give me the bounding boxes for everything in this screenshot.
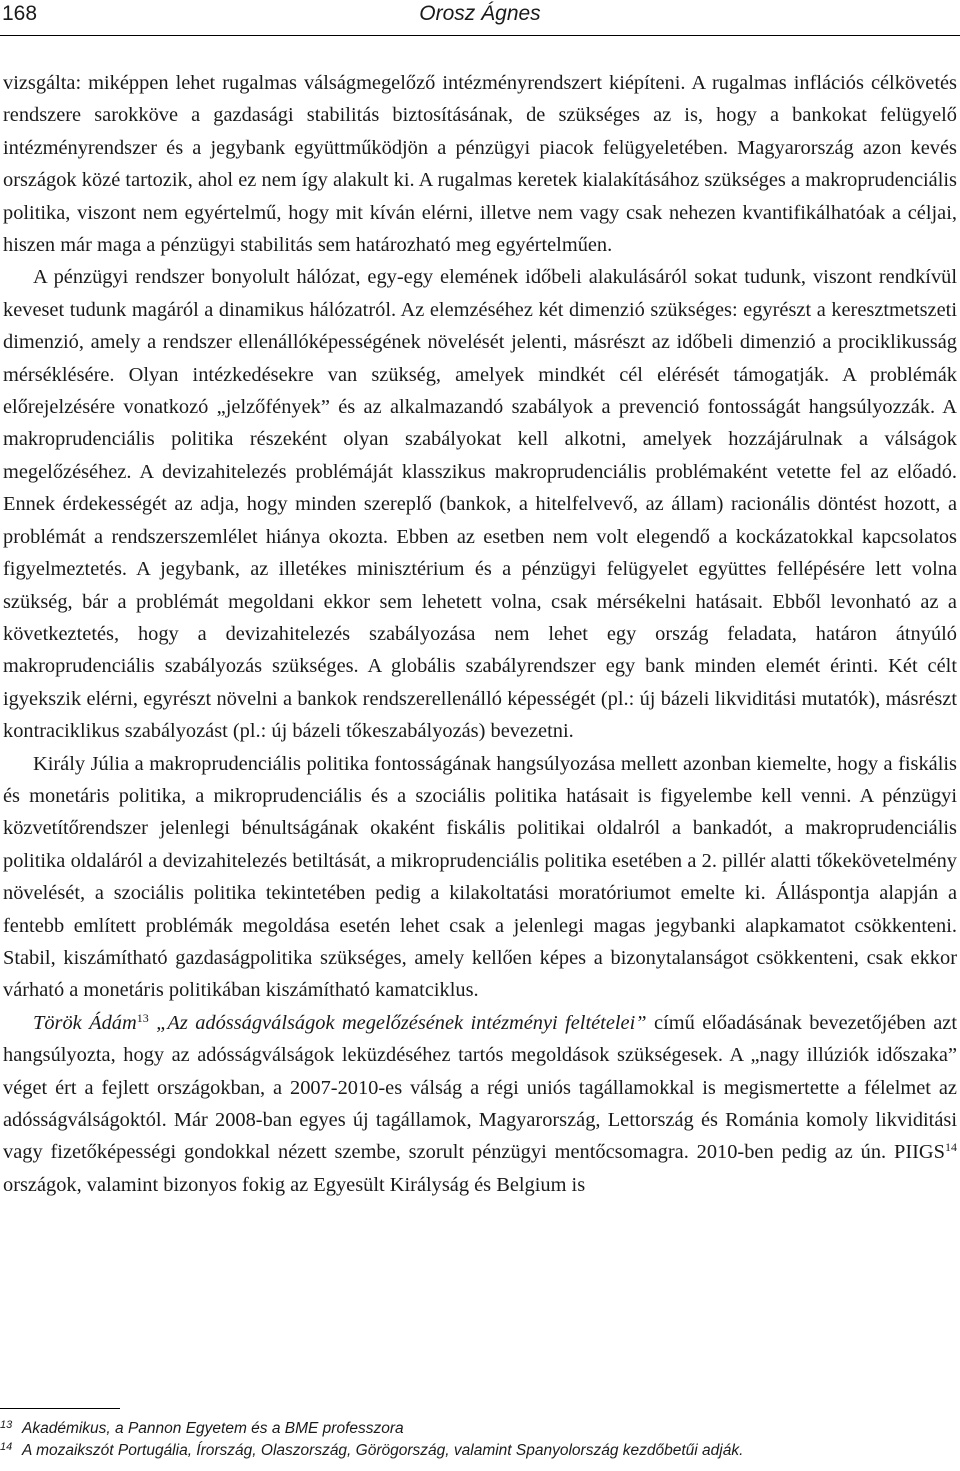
header-rule <box>0 35 960 36</box>
paragraph-3: Király Júlia a makroprudenciális politika fontosságának hangsúlyozása mellett azonban kiemelte, hogy a fiskális és monetáris politika, a mikroprudenciális és a szociális politika hatásait is figyelembe kell venni. A pénzügyi közvetítőrendszer jelenlegi bénultságának okaként fiskális politikai oldalról a bankadót, a makroprudenciális politika oldaláról a devizahitelezés betiltását, a mikroprudenciális politika esetében a 2. pillér alatti tőkekövetelmény növelését, a szociális politika tekintetében pedig a kilakoltatási moratóriumot emelte ki. Álláspontja alapján a fentebb említett problémák megoldása esetén lehet csak a jelenlegi magas jegybanki alapkamatot csökkenteni. Stabil, kiszámítható gazdaságpolitika szükséges, amely kellően képes a bizonytalanságot csökkenteni, csak ekkor várható a monetáris politikában kiszámítható kamatciklus. <box>3 752 957 1002</box>
footnote-text: A mozaikszót Portugália, Írország, Olaszország, Görögország, valamint Spanyolország kezdőbetűi adják. <box>22 1442 744 1459</box>
paragraph-4 <box>3 1007 957 1201</box>
footnote-number: 14 <box>0 1441 13 1453</box>
paragraph-2: A pénzügyi rendszer bonyolult hálózat, egy-egy elemének időbeli alakulásáról sokat tudunk, viszont rendkívül keveset tudunk magáról a dinamikus hálózatról. Az elemzéséhez két dimenzió szükséges: egyrészt a keresztmetszeti dimenzió, amely a rendszer ellenállóképességének növelését jelenti, másrészt az időbeli dimenzió a prociklikusság mérséklésére. Olyan intézkedésekre van szükség, amelyek mindkét cél elérését támogatják. A problémák előrejelzésére vonatkozó „jelzőfények” és az alkalmazandó szabályok a prevenció fontosságát hangsúlyozzák. A makroprudenciális politika részeként olyan szabályokat kell alkotni, amelyek hozzájárulnak a válságok megelőzéséhez. A devizahitelezés problémáját klasszikus makroprudenciális problémaként vetette fel az előadó. Ennek érdekességét az adja, hogy minden szereplő (bankok, a hitelfelvevő, az állam) racionális döntést hozott, a problémát a rendszerszemlélet hiánya okozta. Ebben az esetben nem volt elegendő a kockázatokkal kapcsolatos figyelmeztetés. A jegybank, az illetékes minisztérium és a pénzügyi felügyelet együttes fellépésére lett volna szükség, bár a problémát megoldani ekkor sem lehetett volna, csak mérsékelni hatásait. Ebből levonható az a következtetés, hogy a devizahitelezés szabályozása nem lehet egy ország feladata, határon átnyúló makroprudenciális szabályozás szükséges. A globális szabályrendszer egy bank minden elemét érinti. Két célt igyekszik elérni, egyrészt növelni a bankok rendszerellenálló képességét (pl.: új bázeli likviditási mutatók), másrészt kontraciklikus szabályozást (pl.: új bázeli tőkeszabályozás) bevezetni. <box>3 266 957 743</box>
footnote-14 <box>0 1440 960 1462</box>
main-text <box>3 67 957 1201</box>
footnote-rule <box>0 1408 120 1409</box>
paragraph-4-text-b: országok, valamint bizonyos fokig az Egyesült Királyság és Belgium is <box>3 1173 586 1196</box>
footnote-ref-14[interactable]: 14 <box>945 1140 957 1155</box>
footnote-ref-13[interactable]: 13 <box>136 1010 149 1025</box>
lecture-title: „Az adósságválságok megelőzésének intézményi feltételei” <box>156 1011 647 1034</box>
paragraph-4-text-a: című előadásának bevezetőjében azt hangsúlyozta, hogy az adósságválságok leküzdéséhez tartós megoldások szükségesek. A „nagy illúziók időszaka” véget ért a fejlett országokban, a 2007-2010-es válság a régi uniós tagállamokkal is megismertette a félelmet az adósságválságoktól. Már 2008-ban egyes új tagállamok, Magyarország, Lettország és Románia komoly likviditási vagy fizetőképességi gondokkal nézett szembe, szorult pénzügyi mentőcsomagra. 2010-ben pedig az ún. PIIGS <box>3 1011 957 1164</box>
footnote-number: 13 <box>0 1419 13 1431</box>
speaker-name: Török Ádám <box>33 1011 137 1034</box>
page-number: 168 <box>2 2 38 25</box>
running-head-author: Orosz Ágnes <box>419 2 541 25</box>
running-header <box>0 0 960 32</box>
footnotes <box>0 1418 960 1462</box>
footnote-text: Akadémikus, a Pannon Egyetem és a BME professzora <box>22 1420 404 1437</box>
footnote-13 <box>0 1418 960 1440</box>
paragraph-1: vizsgálta: miképpen lehet rugalmas válságmegelőző intézményrendszert kiépíteni. A rugalmas inflációs célkövetés rendszere sarokköve a gazdasági stabilitás biztosításának, de szükséges az is, hogy a bankokat felügyelő intézményrendszer és a jegybank együttműködjön a pénzügyi piacok felügyeletében. Magyarország azon kevés országok közé tartozik, ahol ez nem így alakult ki. A rugalmas keretek kialakításához szükséges a makroprudenciális politika, viszont nem egyértelmű, hogy mit kíván elérni, illetve nem vagy csak nehezen kvantifikálhatóak a céljai, hiszen már maga a pénzügyi stabilitás sem határozható meg egyértelműen. <box>3 72 957 257</box>
space <box>149 1012 156 1034</box>
